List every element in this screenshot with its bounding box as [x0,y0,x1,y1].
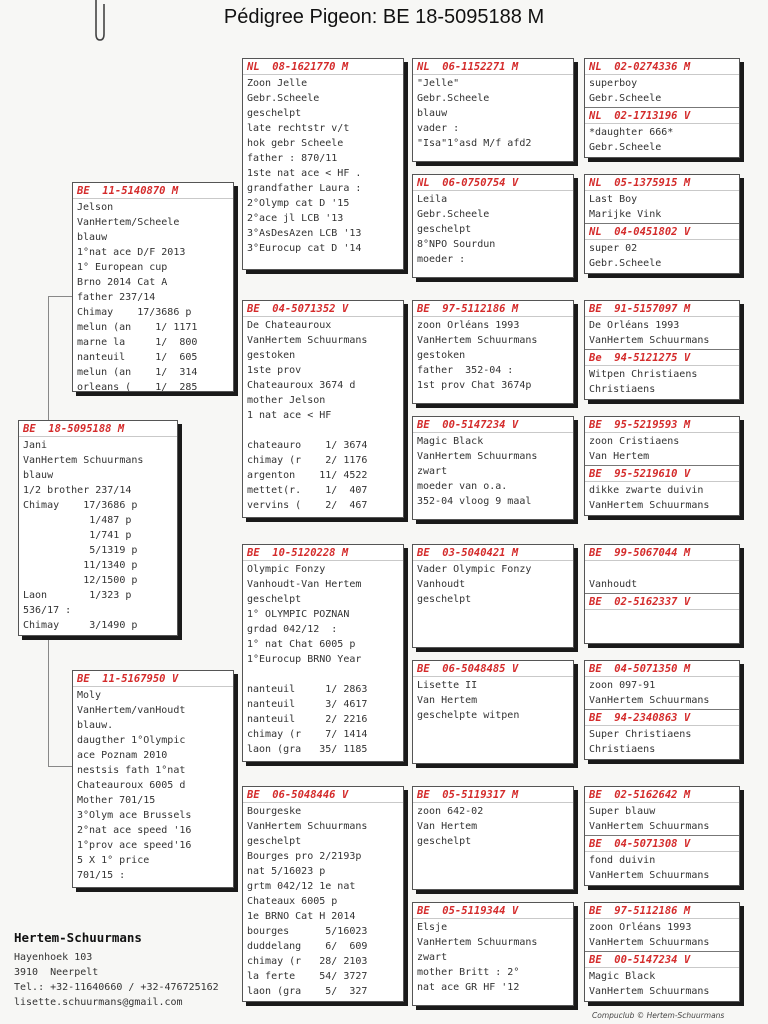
pedigree-box-mother [72,670,234,888]
detail-line: VanHertem Schuurmans [417,451,538,462]
detail-line: zoon 097-91 [589,680,656,691]
ring-number: BE 06-5048446 V [243,787,403,803]
detail-line: VanHertem/Scheele [77,217,180,228]
detail-line: Van Hertem [417,695,478,706]
detail-line: Gebr.Scheele [589,142,662,153]
detail-line: chimay (r 28/ 2103 [247,956,368,967]
detail-line: VanHertem Schuurmans [23,455,144,466]
detail-line: *daughter 666* [589,127,674,138]
detail-line: 1st prov Chat 3674p [417,380,532,391]
detail-line: geschelpt [417,224,472,235]
detail-line: 1° nat Chat 6005 p [247,639,356,650]
ring-number: BE 05-5119344 V [413,903,573,919]
detail-line: Van Hertem [589,451,650,462]
detail-line: Vanhoudt-Van Hertem [247,579,362,590]
detail-line: VanHertem Schuurmans [589,695,710,706]
ring-number: BE 02-5162337 V [585,593,739,610]
ring-number: BE 04-5071308 V [585,835,739,852]
detail-line: 1e BRNO Cat H 2014 [247,911,356,922]
ring-number: BE 04-5071352 V [243,301,403,317]
connector-line [48,766,72,767]
detail-line: nat 5/16023 p [247,866,326,877]
pigeon-details [73,687,233,884]
detail-line: Christiaens [589,384,656,395]
pigeon-details [413,919,573,996]
detail-line: De Orléans 1993 [589,320,680,331]
connector-line [48,636,49,766]
ring-number: BE 06-5048485 V [413,661,573,677]
detail-line: melun (an 1/ 1171 [77,322,198,333]
detail-line: dikke zwarte duivin [589,485,704,496]
detail-line: VanHertem Schuurmans [589,821,710,832]
pigeon-details [413,433,573,510]
detail-line: blauw. [77,720,114,731]
pedigree-box-gen3 [242,544,404,762]
detail-line: fond duivin [589,855,656,866]
breeder-name: Hertem-Schuurmans [14,930,142,945]
detail-line: VanHertem/vanHoudt [77,705,186,716]
pigeon-details [585,433,739,465]
pedigree-box-gen5 [584,786,740,886]
detail-line: "Jelle" [417,78,460,89]
ring-number: NL 02-1713196 V [585,107,739,124]
pigeon-details [585,610,739,642]
detail-line: VanHertem Schuurmans [417,937,538,948]
software-credit: Compuclub © Hertem-Schuurmans [592,1011,725,1020]
detail-line: hok gebr Scheele [247,138,344,149]
detail-line: zoon Orléans 1993 [417,320,520,331]
pedigree-box-gen4 [412,416,574,520]
detail-line: super 02 [589,243,638,254]
detail-line: Chimay 3/1490 p [23,620,138,631]
pedigree-box-gen4 [412,660,574,764]
paperclip-icon [88,0,112,42]
detail-line: zwart [417,466,448,477]
pedigree-box-gen5 [584,544,740,644]
pigeon-details [73,199,233,396]
detail-line: geschelpte witpen [417,710,520,721]
detail-line: late rechtstr v/t [247,123,350,134]
ring-number: BE 99-5067044 M [585,545,739,561]
detail-line: 2°nat ace speed '16 [77,825,192,836]
pedigree-box-gen3 [242,786,404,1002]
detail-line: 1°prov ace speed'16 [77,840,192,851]
pedigree-box-gen5 [584,902,740,1002]
pedigree-box-gen4 [412,902,574,1006]
detail-line: 536/17 : [23,605,72,616]
detail-line [247,667,399,682]
detail-line: father 352-04 : [417,365,514,376]
detail-line: vader : [417,123,460,134]
pedigree-box-subject [18,420,178,636]
detail-line: geschelpt [247,836,302,847]
detail-line: melun (an 1/ 314 [77,367,198,378]
pigeon-details [585,240,739,272]
detail-line: Chimay 17/3686 p [23,500,138,511]
ring-number: Be 94-5121275 V [585,349,739,366]
breeder-email[interactable]: lisette.schuurmans@gmail.com [14,997,183,1008]
detail-line: 2°Olymp cat D '15 [247,198,350,209]
pigeon-details [585,968,739,1000]
connector-line [48,296,49,424]
detail-line: Zoon Jelle [247,78,308,89]
detail-line: VanHertem Schuurmans [589,937,710,948]
detail-line: nestsis fath 1°nat [77,765,186,776]
connector-line [234,676,235,786]
ring-number: BE 04-5071350 M [585,661,739,677]
detail-line: nanteuil 2/ 2216 [247,714,368,725]
pigeon-details [585,366,739,398]
detail-line: Vanhoudt [589,579,638,590]
connector-line [48,296,72,297]
detail-line: chateauro 1/ 3674 [247,440,368,451]
pigeon-details [19,437,177,634]
pigeon-details [585,726,739,758]
ring-number: NL 05-1375915 M [585,175,739,191]
detail-line: grtm 042/12 1e nat [247,881,356,892]
detail-line: 1° European cup [77,262,168,273]
detail-line: 1/741 p [23,530,132,541]
ring-number: BE 00-5147234 V [413,417,573,433]
detail-line: Chateaux 6005 p [247,896,338,907]
detail-line: Bourges pro 2/2193p [247,851,362,862]
detail-line: grandfather Laura : [247,183,362,194]
detail-line: Marijke Vink [589,209,662,220]
pigeon-details [585,191,739,223]
detail-line: Vader Olympic Fonzy [417,564,532,575]
detail-line: 3°Eurocup cat D '14 [247,243,362,254]
pedigree-box-gen3 [242,58,404,270]
pedigree-box-gen3 [242,300,404,518]
detail-line: geschelpt [417,836,472,847]
pigeon-details [585,317,739,349]
detail-line: "Isa"1°asd M/f afd2 [417,138,532,149]
pigeon-details [585,561,739,593]
pedigree-box-gen4 [412,174,574,278]
detail-line: zoon 642-02 [417,806,484,817]
detail-line: ace Poznam 2010 [77,750,168,761]
detail-line: 3°Olym ace Brussels [77,810,192,821]
detail-line: blauw [77,232,108,243]
detail-line: argenton 11/ 4522 [247,470,368,481]
ring-number: BE 00-5147234 V [585,951,739,968]
pigeon-details [243,803,403,1000]
detail-line: nat ace GR HF '12 [417,982,520,993]
pedigree-box-father [72,182,234,392]
detail-line: Gebr.Scheele [417,93,490,104]
detail-line: geschelpt [247,594,302,605]
detail-line [589,626,735,641]
pedigree-box-gen5 [584,416,740,516]
detail-line: Gebr.Scheele [589,93,662,104]
detail-line: 1°nat ace D/F 2013 [77,247,186,258]
breeder-phone: Tel.: +32-11640660 / +32-476725162 [14,982,219,993]
detail-line: Super blauw [589,806,656,817]
detail-line: 5/1319 p [23,545,138,556]
ring-number: BE 05-5119317 M [413,787,573,803]
pigeon-details [585,919,739,951]
detail-line: blauw [417,108,448,119]
detail-line: Mother 701/15 [77,795,156,806]
detail-line: Super Christiaens [589,729,692,740]
pigeon-details [413,317,573,394]
ring-number: NL 08-1621770 M [243,59,403,75]
detail-line: la ferte 54/ 3727 [247,971,368,982]
detail-line: 1°Eurocup BRNO Year [247,654,362,665]
detail-line: Chateauroux 6005 d [77,780,186,791]
detail-line: VanHertem Schuurmans [589,335,710,346]
pigeon-details [585,803,739,835]
pigeon-details [585,124,739,156]
detail-line: daugther 1°Olympic [77,735,186,746]
detail-line: Chimay 17/3686 p [77,307,192,318]
detail-line: VanHertem Schuurmans [417,335,538,346]
detail-line: zoon Orléans 1993 [589,922,692,933]
ring-number: NL 06-1152271 M [413,59,573,75]
detail-line: 3°AsDesAzen LCB '13 [247,228,362,239]
pigeon-details [413,191,573,268]
ring-number: BE 11-5140870 M [73,183,233,199]
detail-line: VanHertem Schuurmans [247,335,368,346]
ring-number: BE 10-5120228 M [243,545,403,561]
detail-line: geschelpt [247,108,302,119]
detail-line: vervins ( 2/ 467 [247,500,368,511]
detail-line: zoon Cristiaens [589,436,680,447]
ring-number: BE 97-5112186 M [585,903,739,919]
detail-line: Gebr.Scheele [589,258,662,269]
ring-number: NL 02-0274336 M [585,59,739,75]
detail-line: nanteuil 3/ 4617 [247,699,368,710]
detail-line: orleans ( 1/ 285 [77,382,198,393]
detail-line: 5 X 1° price [77,855,150,866]
detail-line: Witpen Christiaens [589,369,698,380]
pedigree-box-gen4 [412,300,574,404]
detail-line: 11/1340 p [23,560,138,571]
detail-line: moeder van o.a. [417,481,508,492]
pedigree-box-gen5 [584,660,740,760]
detail-line: Vanhoudt [417,579,466,590]
detail-line: 1° OLYMPIC POZNAN [247,609,350,620]
ring-number: BE 03-5040421 M [413,545,573,561]
detail-line: Jani [23,440,48,451]
detail-line: zwart [417,952,448,963]
pigeon-details [585,677,739,709]
pigeon-details [585,75,739,107]
detail-line: Bourgeske [247,806,302,817]
pigeon-details [585,482,739,514]
detail-line: laon (gra 5/ 327 [247,986,368,997]
detail-line: 1/2 brother 237/14 [23,485,132,496]
detail-line: gestoken [247,350,296,361]
detail-line: Laon 1/323 p [23,590,132,601]
pigeon-details [413,561,573,608]
breeder-city: 3910 Neerpelt [14,967,99,978]
detail-line: mother Jelson [247,395,326,406]
detail-line: VanHertem Schuurmans [589,500,710,511]
detail-line: chimay (r 7/ 1414 [247,729,368,740]
detail-line: Elsje [417,922,448,933]
pigeon-details [243,317,403,514]
detail-line: superboy [589,78,638,89]
ring-number: BE 02-5162642 M [585,787,739,803]
pigeon-details [243,75,403,257]
detail-line: gestoken [417,350,466,361]
detail-line: 701/15 : [77,870,126,881]
detail-line: VanHertem Schuurmans [589,986,710,997]
detail-line: nanteuil 1/ 2863 [247,684,368,695]
detail-line: Jelson [77,202,114,213]
detail-line [589,562,735,577]
detail-line: Gebr.Scheele [417,209,490,220]
detail-line: father : 870/11 [247,153,338,164]
pedigree-box-gen5 [584,174,740,274]
detail-line [247,423,399,438]
detail-line: 2°ace jl LCB '13 [247,213,344,224]
detail-line: Last Boy [589,194,638,205]
detail-line: 1ste nat ace < HF . [247,168,362,179]
ring-number: NL 04-0451802 V [585,223,739,240]
detail-line: bourges 5/16023 [247,926,368,937]
detail-line: Van Hertem [417,821,478,832]
pigeon-details [585,852,739,884]
pedigree-box-gen4 [412,786,574,890]
pigeon-details [243,561,403,758]
detail-line: Brno 2014 Cat A [77,277,168,288]
detail-line: duddelang 6/ 609 [247,941,368,952]
ring-number: BE 95-5219593 M [585,417,739,433]
connector-line [234,186,235,306]
pigeon-details [413,803,573,850]
detail-line: VanHertem Schuurmans [589,870,710,881]
detail-line: Gebr.Scheele [247,93,320,104]
detail-line: 1/487 p [23,515,132,526]
ring-number: BE 91-5157097 M [585,301,739,317]
ring-number: NL 06-0750754 V [413,175,573,191]
detail-line: mettet(r. 1/ 407 [247,485,368,496]
detail-line: 352-04 vloog 9 maal [417,496,532,507]
detail-line: De Chateauroux [247,320,332,331]
detail-line: nanteuil 1/ 605 [77,352,198,363]
pedigree-box-gen4 [412,544,574,648]
page-title: Pédigree Pigeon: BE 18-5095188 M [223,6,545,28]
detail-line: Chateauroux 3674 d [247,380,356,391]
pedigree-box-gen4 [412,58,574,162]
detail-line: Lisette II [417,680,478,691]
detail-line: father 237/14 [77,292,156,303]
ring-number: BE 11-5167950 V [73,671,233,687]
detail-line: 8°NPO Sourdun [417,239,496,250]
pigeon-details [413,677,573,724]
detail-line: Moly [77,690,102,701]
detail-line: Leila [417,194,448,205]
pigeon-details [413,75,573,152]
detail-line: Magic Black [589,971,656,982]
pedigree-box-gen5 [584,58,740,158]
ring-number: BE 97-5112186 M [413,301,573,317]
detail-line: Magic Black [417,436,484,447]
detail-line: mother Britt : 2° [417,967,520,978]
detail-line: 1ste prov [247,365,302,376]
detail-line: Olympic Fonzy [247,564,326,575]
detail-line [589,611,735,626]
ring-number: BE 94-2340863 V [585,709,739,726]
ring-number: BE 18-5095188 M [19,421,177,437]
detail-line: chimay (r 2/ 1176 [247,455,368,466]
ring-number: BE 95-5219610 V [585,465,739,482]
detail-line: 1 nat ace < HF [247,410,332,421]
detail-line: laon (gra 35/ 1185 [247,744,368,755]
detail-line: geschelpt [417,594,472,605]
detail-line: Christiaens [589,744,656,755]
detail-line: marne la 1/ 800 [77,337,198,348]
detail-line: blauw [23,470,54,481]
detail-line: VanHertem Schuurmans [247,821,368,832]
detail-line: 12/1500 p [23,575,138,586]
breeder-street: Hayenhoek 103 [14,952,93,963]
pedigree-box-gen5 [584,300,740,400]
detail-line: moeder : [417,254,466,265]
detail-line: grdad 042/12 : [247,624,338,635]
